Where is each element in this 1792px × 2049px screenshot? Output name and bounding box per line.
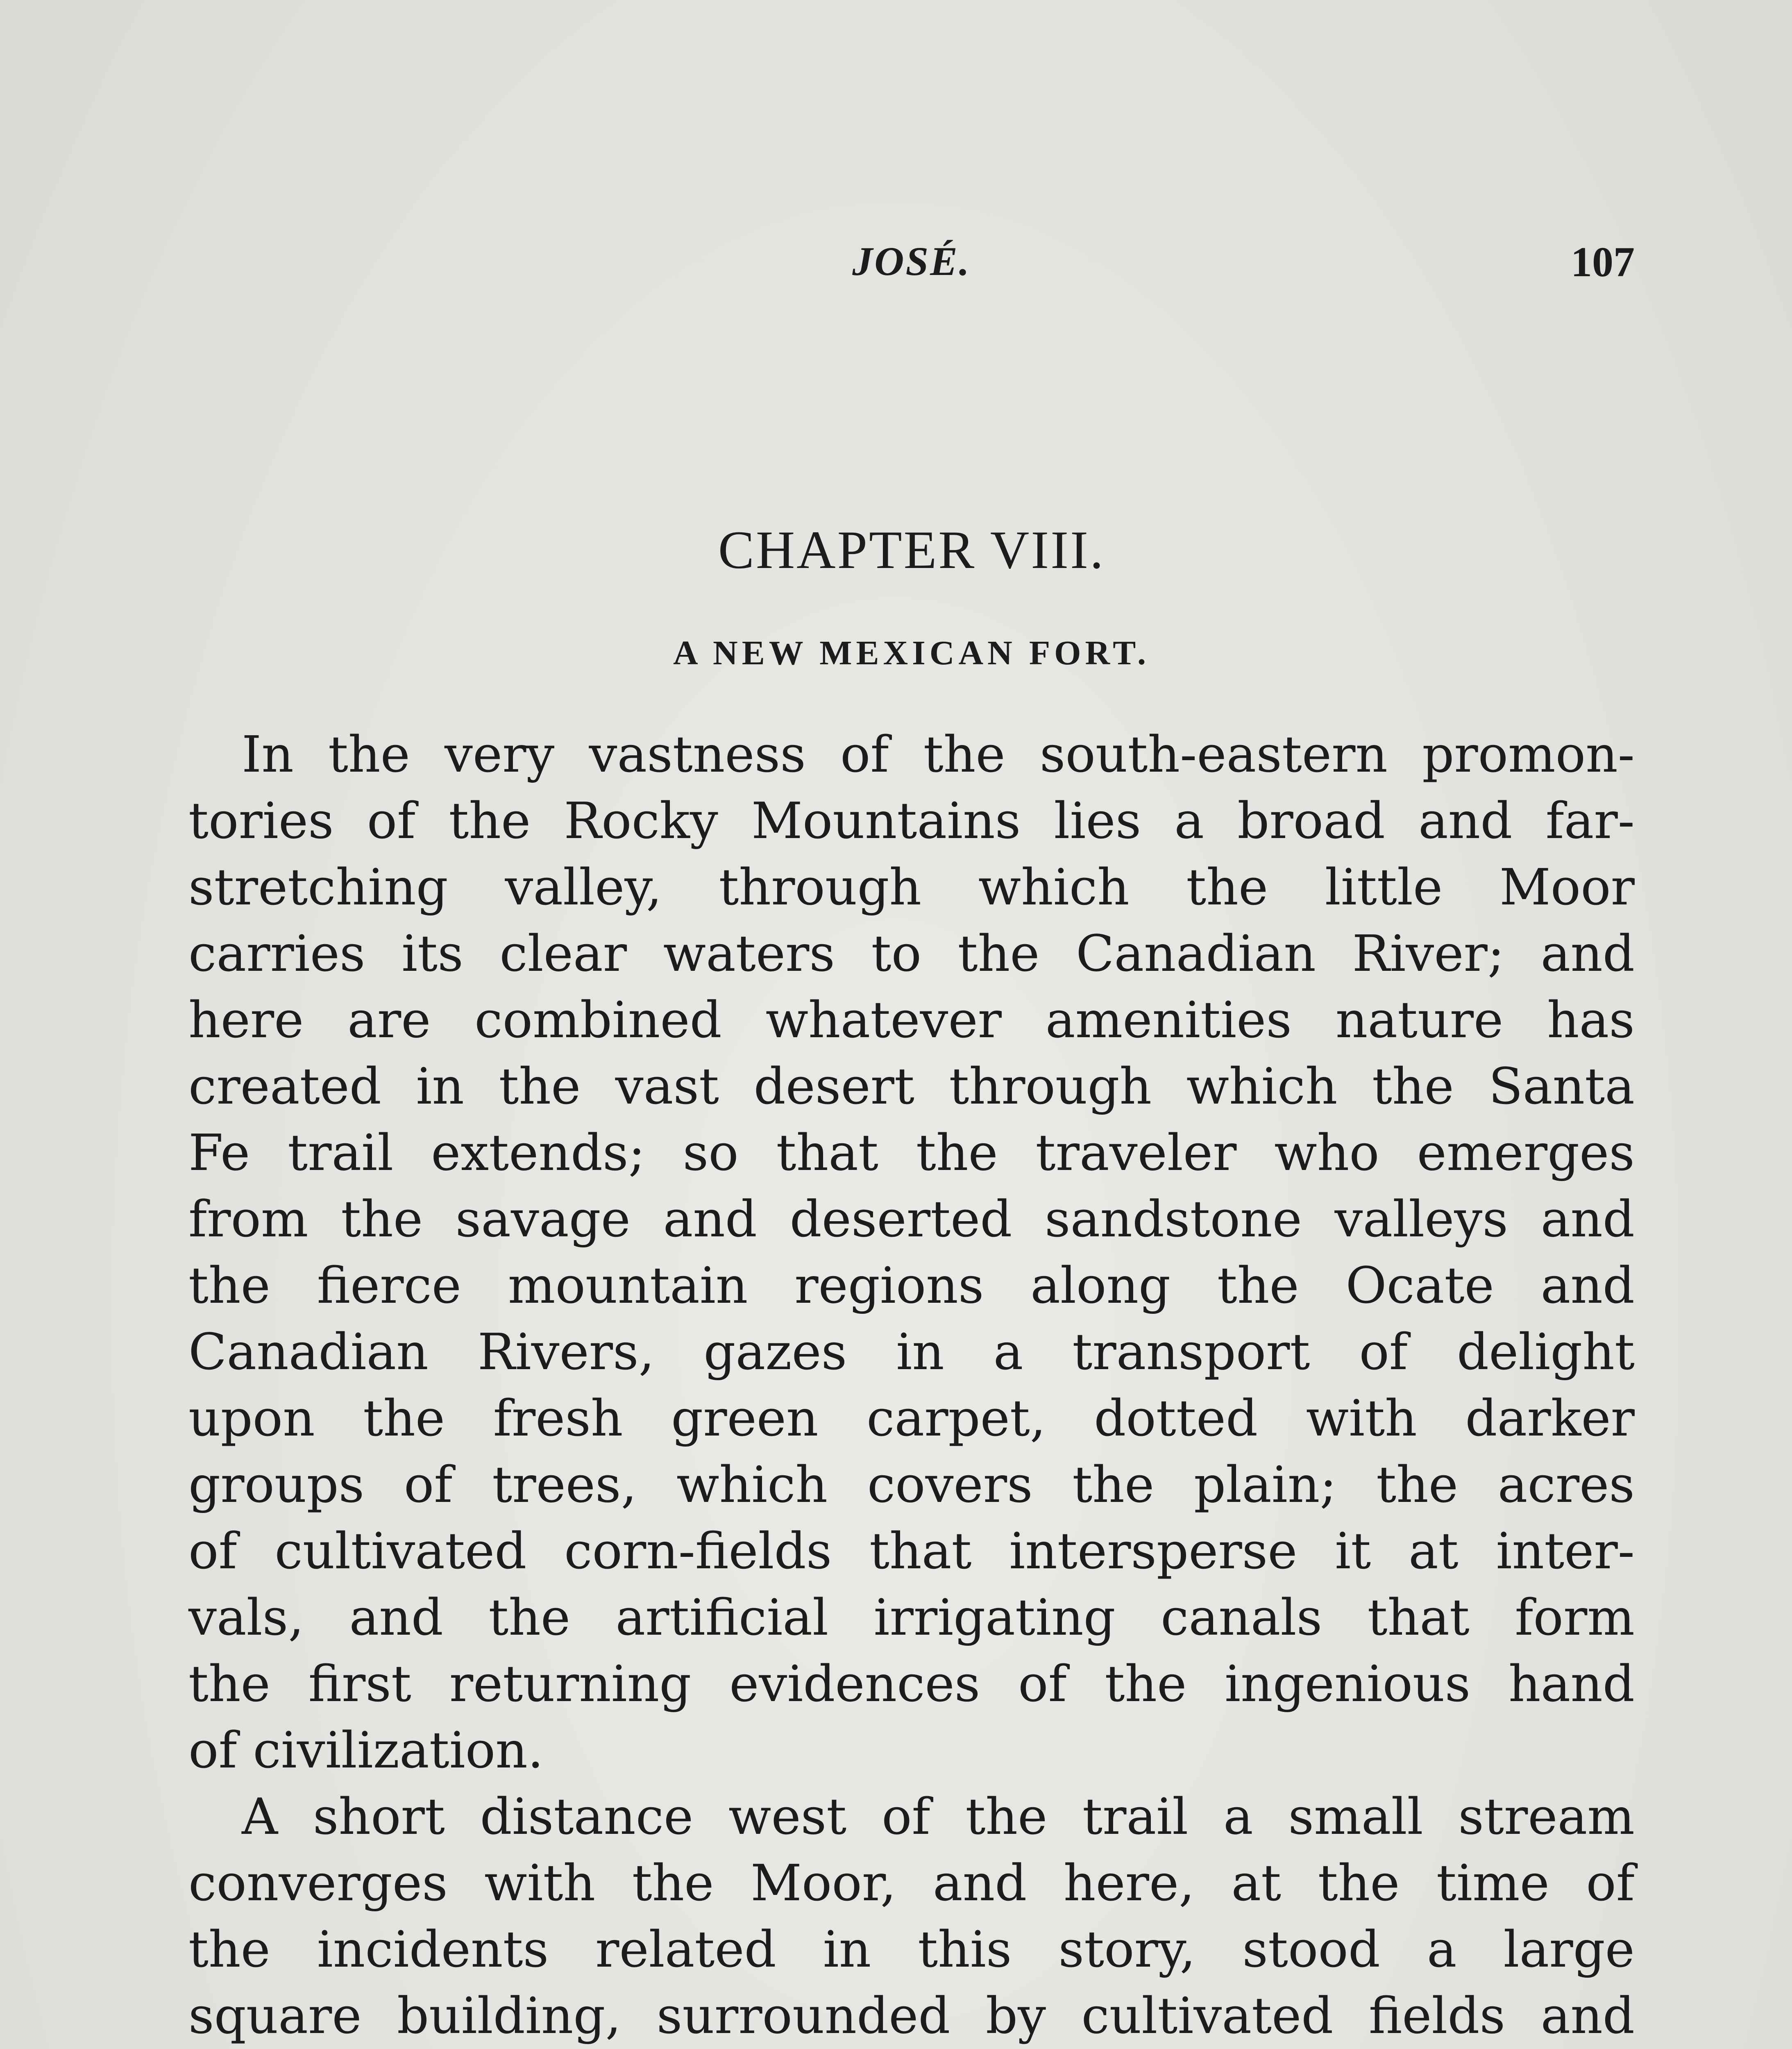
running-title: JOSÉ. xyxy=(852,239,971,284)
text-line: of civilization. xyxy=(188,1721,544,1779)
text-line: Fe trail extends; so that the traveler who emerges xyxy=(188,1124,1635,1182)
text-line: stretching valley, through which the little Moor xyxy=(188,858,1635,916)
chapter-title: CHAPTER VIII. xyxy=(718,520,1105,580)
text-line: vals, and the artificial irrigating canals that form xyxy=(188,1588,1635,1647)
text-line: of cultivated corn-fields that intersperse it at inter- xyxy=(188,1522,1635,1580)
paragraph-1 xyxy=(188,721,1635,1783)
chapter-subtitle: A NEW MEXICAN FORT. xyxy=(673,634,1150,672)
body-text xyxy=(188,721,1635,2049)
text-line: converges with the Moor, and here, at the time of xyxy=(188,1854,1635,1912)
page-number: 107 xyxy=(1571,239,1635,286)
text-line: Canadian Rivers, gazes in a transport of delight xyxy=(188,1323,1635,1381)
text-line: In the very vastness of the south-eastern promon- xyxy=(242,725,1635,784)
text-line: from the savage and deserted sandstone valleys and xyxy=(188,1190,1635,1248)
text-line: the fierce mountain regions along the Ocate and xyxy=(188,1256,1635,1315)
text-line: groups of trees, which covers the plain; the acres xyxy=(188,1456,1635,1514)
text-line: carries its clear waters to the Canadian River; and xyxy=(188,925,1635,983)
text-line: the first returning evidences of the ingenious hand xyxy=(188,1655,1635,1713)
text-line: here are combined whatever amenities nature has xyxy=(188,991,1635,1049)
text-line: tories of the Rocky Mountains lies a broad and far- xyxy=(188,792,1635,850)
running-head xyxy=(188,229,1635,295)
text-line: upon the fresh green carpet, dotted with darker xyxy=(188,1389,1635,1447)
text-line: A short distance west of the trail a small stream xyxy=(242,1788,1635,1846)
text-line: created in the vast desert through which the Santa xyxy=(188,1057,1635,1115)
text-line: square building, surrounded by cultivated fields and xyxy=(188,1987,1635,2045)
text-line: the incidents related in this story, stood a large xyxy=(188,1920,1635,1979)
paragraph-2 xyxy=(188,1783,1635,2049)
